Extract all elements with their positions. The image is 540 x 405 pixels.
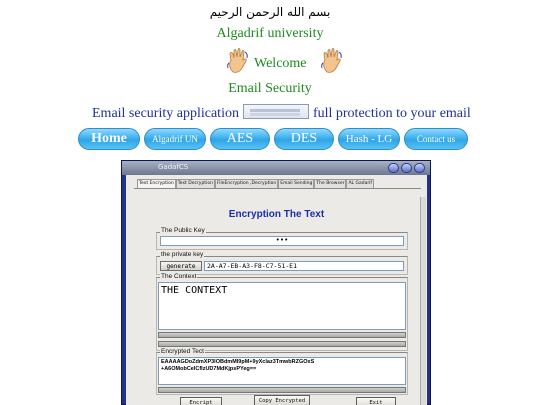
nav-algadrif-button[interactable]: Algadrif UN — [144, 128, 206, 150]
close-icon[interactable] — [414, 163, 425, 173]
tab-email-sending[interactable]: Email Sending — [280, 181, 313, 186]
nav-hash-button[interactable]: Hash - LG — [338, 128, 400, 150]
encrypted-line-1: EAAAAGDoZdmXP3IOBdmMl9pM+9yXclaz3TmwbRZGOxS — [161, 359, 315, 365]
encrypted-scrollbar[interactable] — [158, 387, 406, 393]
generate-button[interactable]: generate — [160, 261, 202, 271]
minimize-icon[interactable] — [388, 163, 399, 173]
tab-browser[interactable]: The Browser — [316, 181, 345, 186]
tab-text-decryption[interactable]: Text Decryption — [177, 181, 213, 186]
nav-des-button[interactable]: DES — [274, 128, 334, 150]
tab-divider — [134, 188, 421, 189]
public-key-field[interactable]: ••• — [160, 236, 404, 246]
welcome-text: Welcome — [254, 56, 307, 71]
tab-al-gadarif[interactable]: AL Gadarif — [348, 181, 373, 186]
window-title: GadafCS — [158, 163, 189, 171]
private-key-label: the private key — [161, 251, 204, 258]
vertical-scrollbar[interactable] — [420, 197, 426, 405]
app-thumbnail-image — [243, 104, 309, 119]
exit-button[interactable]: Exit — [356, 397, 396, 405]
university-title: Algadrif university — [216, 26, 324, 41]
app-window — [121, 160, 431, 405]
tagline-right: full protection to your email — [312, 106, 471, 121]
nav-contact-button[interactable]: Contact us — [404, 128, 468, 150]
private-key-field[interactable]: 2A-A7-EB-A3-F8-C7-51-E1 — [204, 261, 404, 271]
encrypted-line-2: +A6OMobCeICfIzUD7MdKjpsPYeg== — [161, 366, 257, 372]
tab-text-encryption[interactable]: Text Encryption — [139, 181, 174, 186]
bismillah-text: بسم الله الرحمن الرحيم — [209, 5, 331, 19]
nav-home-button[interactable]: Home — [78, 128, 140, 150]
window-titlebar[interactable] — [122, 161, 430, 175]
context-scrollbar-lower[interactable] — [158, 341, 406, 347]
context-scrollbar[interactable] — [158, 332, 406, 338]
encrypted-textarea[interactable] — [158, 357, 406, 385]
email-security-title: Email Security — [228, 81, 312, 96]
encrypt-button[interactable]: Encript — [180, 397, 222, 405]
welcome-row — [0, 48, 540, 76]
tagline — [92, 104, 471, 122]
tab-file-encryption[interactable]: FileEncryption ,Decryption — [216, 181, 277, 186]
context-textarea[interactable]: THE CONTEXT — [158, 282, 406, 330]
page-heading: Encryption The Text — [228, 209, 325, 220]
tagline-left: Email security application — [92, 106, 239, 121]
nav-aes-button[interactable]: AES — [210, 128, 270, 150]
context-label: The Context — [161, 273, 197, 280]
waving-hand-icon — [226, 48, 250, 74]
encrypted-label: Encrypted Tect — [161, 348, 204, 355]
waving-hand-icon — [320, 48, 344, 74]
copy-encrypted-button[interactable]: Copy Encrypted — [254, 395, 310, 405]
main-nav — [78, 128, 468, 150]
public-key-label: The Public Key — [161, 227, 205, 234]
maximize-icon[interactable] — [401, 163, 412, 173]
window-client — [126, 175, 427, 405]
